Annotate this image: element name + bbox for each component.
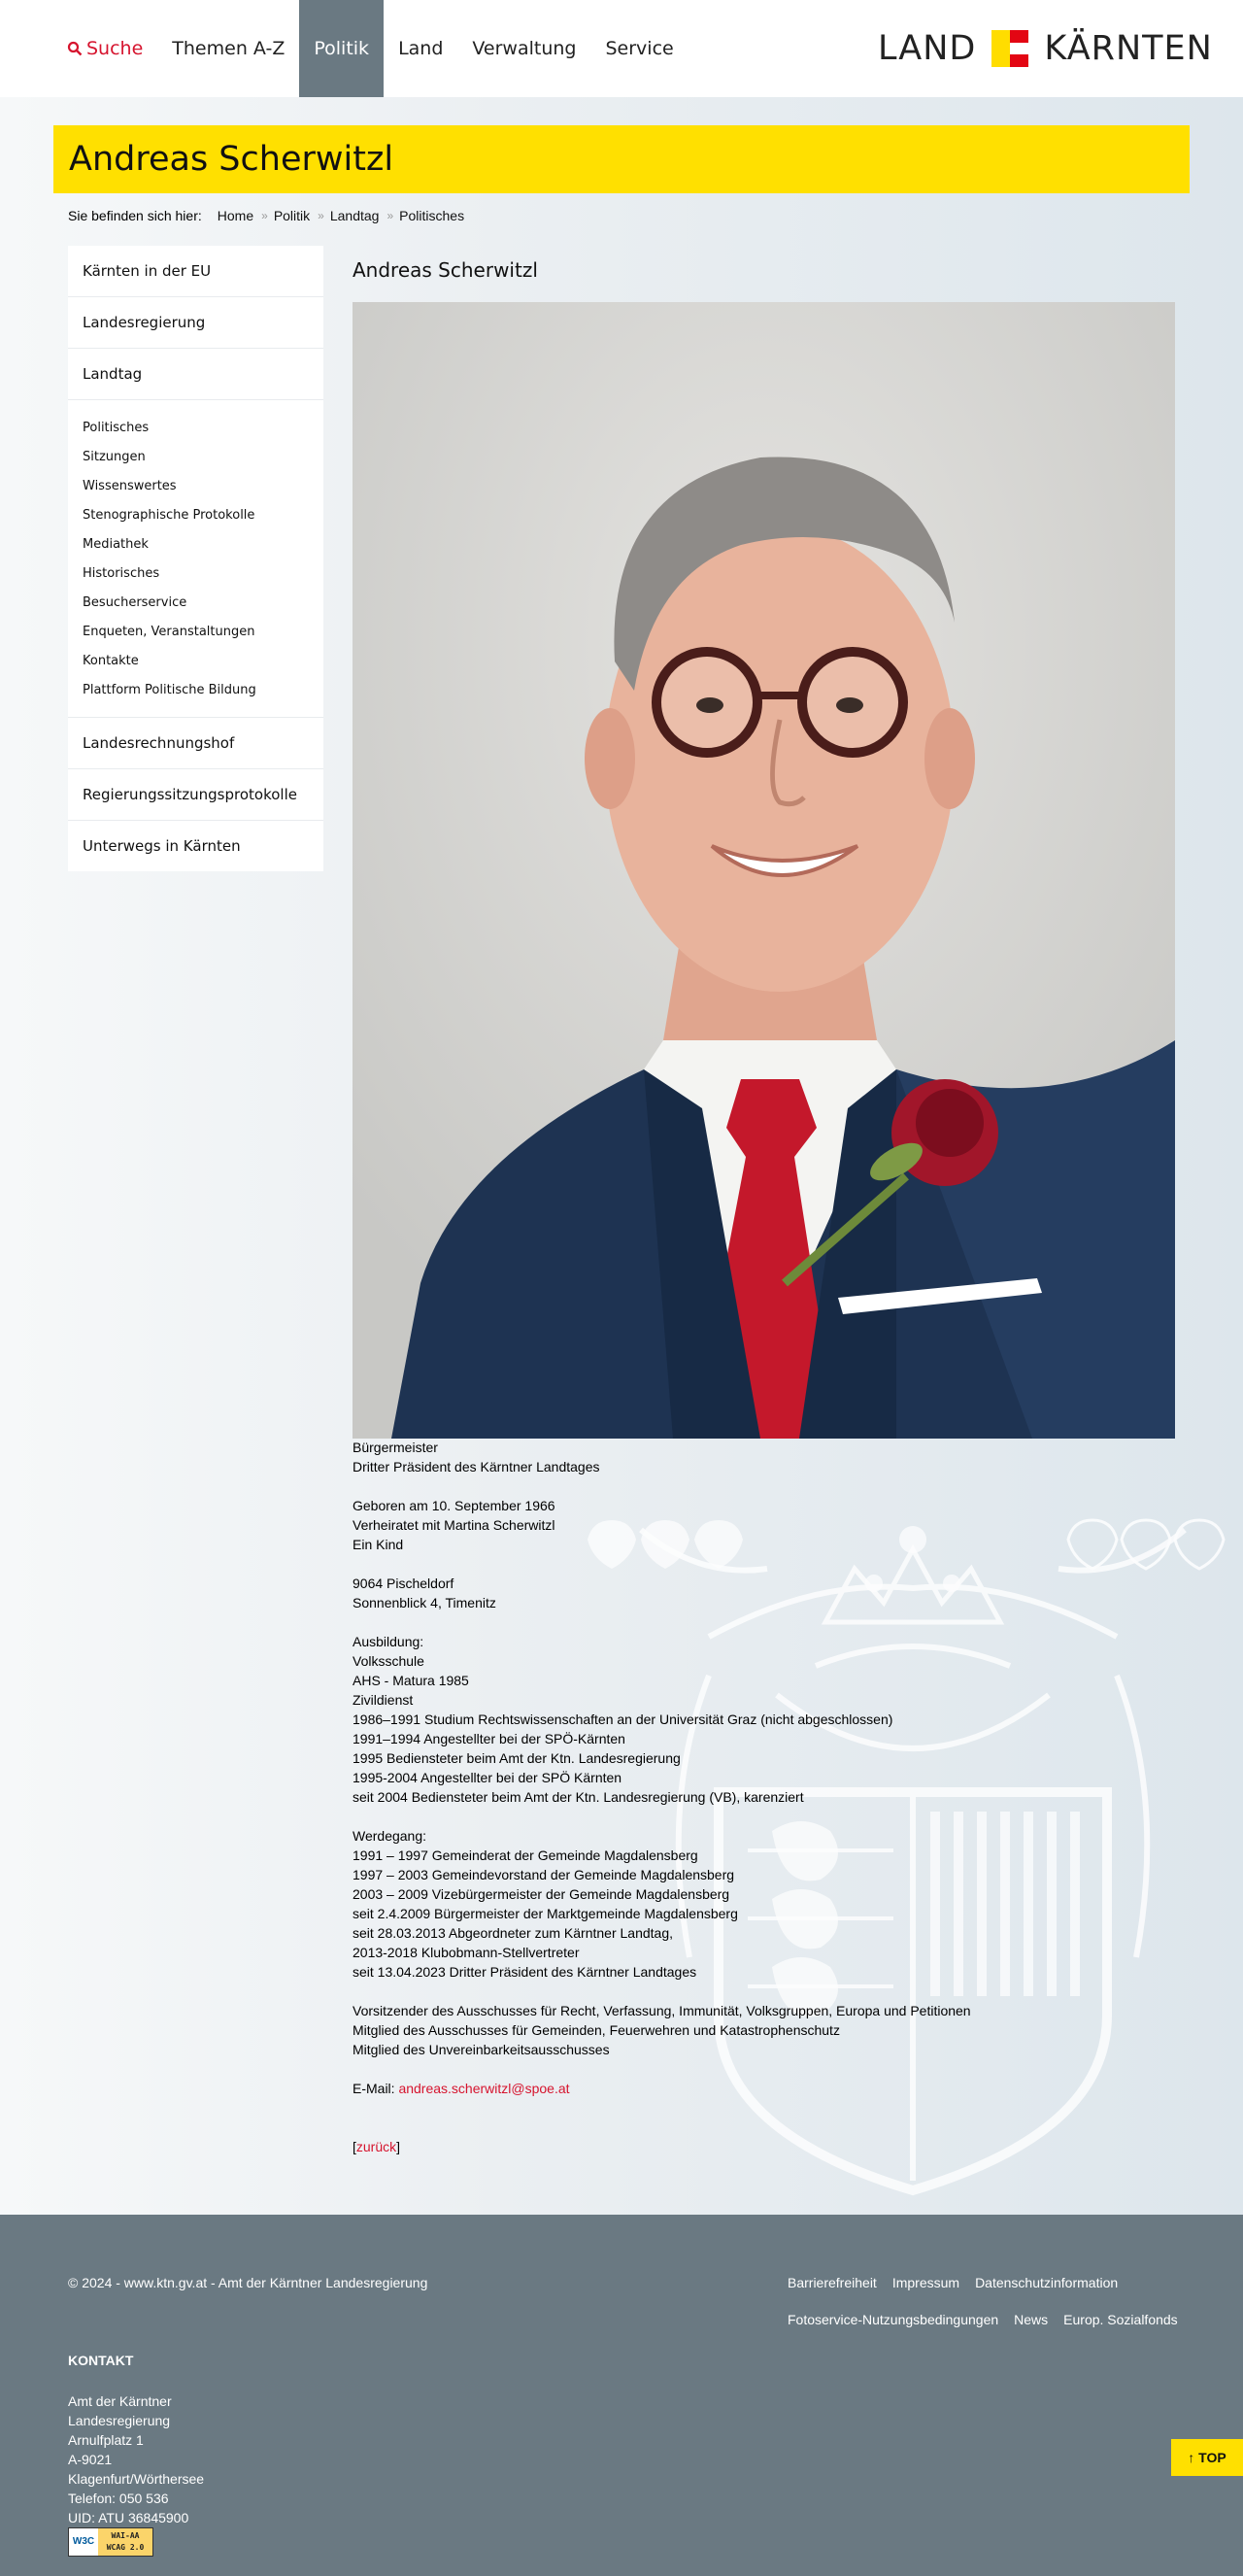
- w3c-logo: W3C: [69, 2528, 98, 2556]
- sidebar-sub-sitzungen[interactable]: Sitzungen: [83, 450, 146, 464]
- bio-line: 1991 – 1997 Gemeinderat der Gemeinde Magdalensberg: [353, 1847, 698, 1863]
- kontakt-line: Landesregierung: [68, 2413, 171, 2428]
- kontakt-line: Klagenfurt/Wörthersee: [68, 2471, 205, 2487]
- nav-search[interactable]: [52, 0, 157, 97]
- logo-text-left: LAND: [878, 29, 977, 68]
- sidebar-sub-protokolle[interactable]: Stenographische Protokolle: [83, 508, 255, 523]
- biography: [353, 1438, 1178, 2176]
- bio-line: 1997 – 2003 Gemeindevorstand der Gemeinde Magdalensberg: [353, 1867, 735, 1882]
- bio-line: Mitglied des Unvereinbarkeitsausschusses: [353, 2042, 610, 2057]
- nav-themen[interactable]: Themen A-Z: [172, 38, 286, 59]
- breadcrumb: [68, 208, 464, 223]
- bio-line: Bürgermeister: [353, 1440, 438, 1455]
- bio-line: 1995 Bediensteter beim Amt der Ktn. Landesregierung: [353, 1750, 681, 1766]
- kontakt-line: UID: ATU 36845900: [68, 2510, 189, 2525]
- portrait-photo: [353, 302, 1175, 1439]
- sidebar-item-landesregierung[interactable]: Landesregierung: [68, 297, 323, 349]
- logo-text-right: KÄRNTEN: [1044, 29, 1213, 68]
- breadcrumb-landtag[interactable]: Landtag: [329, 208, 380, 223]
- header: [0, 0, 1243, 97]
- bio-line: Geboren am 10. September 1966: [353, 1498, 555, 1513]
- bio-line: Sonnenblick 4, Timenitz: [353, 1595, 496, 1610]
- bio-line: Mitglied des Ausschusses für Gemeinden, Feuerwehren und Katastrophenschutz: [353, 2022, 840, 2038]
- chevron-right-icon: »: [386, 209, 394, 222]
- search-icon: [67, 41, 83, 56]
- footer-link-sozialfonds[interactable]: Europ. Sozialfonds: [1063, 2312, 1178, 2327]
- main-nav: [52, 0, 689, 97]
- bio-line: Ein Kind: [353, 1537, 404, 1552]
- sidebar-sub-politisches[interactable]: Politisches: [83, 421, 150, 435]
- bio-line: Dritter Präsident des Kärntner Landtages: [353, 1459, 600, 1474]
- footer-kontakt-title: KONTAKT: [68, 2353, 134, 2368]
- sidebar-submenu: [68, 400, 323, 718]
- sidebar-sub-plattform[interactable]: Plattform Politische Bildung: [83, 683, 256, 697]
- bio-block-ausschuesse: [353, 2001, 1178, 2059]
- email-label: E-Mail:: [353, 2081, 395, 2096]
- bio-line: Zivildienst: [353, 1692, 414, 1708]
- footer-link-impressum[interactable]: Impressum: [891, 2275, 960, 2290]
- bio-line: seit 2004 Bediensteter beim Amt der Ktn. Landesregierung (VB), karenziert: [353, 1789, 804, 1805]
- bio-block-werdegang: [353, 1826, 1178, 1982]
- back-bracket-close: ]: [396, 2139, 401, 2154]
- footer-kontakt-address: [68, 2391, 204, 2527]
- sidebar-item-kaernten-eu[interactable]: Kärnten in der EU: [68, 246, 323, 297]
- bio-line: 9064 Pischeldorf: [353, 1576, 454, 1591]
- kontakt-line: Amt der Kärntner: [68, 2393, 172, 2409]
- bio-line: Volksschule: [353, 1653, 424, 1669]
- bio-line: seit 13.04.2023 Dritter Präsident des Kärntner Landtages: [353, 1964, 697, 1980]
- footer-copyright: © 2024 - www.ktn.gv.at - Amt der Kärntner Landesregierung: [68, 2275, 428, 2290]
- bio-block-personal: [353, 1496, 1178, 1554]
- breadcrumb-home[interactable]: Home: [217, 208, 254, 223]
- bio-block-role: [353, 1438, 1178, 1476]
- bio-line: AHS - Matura 1985: [353, 1673, 469, 1688]
- nav-search-label: Suche: [86, 38, 144, 59]
- bio-line: 1991–1994 Angestellter bei der SPÖ-Kärnten: [353, 1731, 625, 1746]
- footer-link-datenschutz[interactable]: Datenschutzinformation: [975, 2275, 1119, 2290]
- wcag-level-text: WAI-AA: [111, 2531, 140, 2540]
- bio-line: 2003 – 2009 Vizebürgermeister der Gemeinde Magdalensberg: [353, 1886, 730, 1902]
- chevron-right-icon: »: [261, 209, 268, 222]
- content-heading: Andreas Scherwitzl: [353, 258, 538, 282]
- bio-line: 1986–1991 Studium Rechtswissenschaften an der Universität Graz (nicht abgeschlossen): [353, 1712, 893, 1727]
- wcag-version-text: WCAG 2.0: [106, 2543, 145, 2552]
- email-link[interactable]: andreas.scherwitzl@spoe.at: [398, 2081, 570, 2096]
- sidebar-sub-besucherservice[interactable]: Besucherservice: [83, 595, 187, 610]
- sidebar-item-landesrechnungshof[interactable]: Landesrechnungshof: [68, 718, 323, 769]
- bio-email-row: [353, 2079, 1178, 2098]
- sidebar-item-landtag[interactable]: Landtag: [68, 349, 323, 400]
- nav-land[interactable]: Land: [398, 38, 444, 59]
- sidebar-item-regierungssitzungsprotokolle[interactable]: Regierungssitzungsprotokolle: [68, 769, 323, 821]
- sidebar-nav: [68, 246, 323, 871]
- bio-line: Ausbildung:: [353, 1634, 424, 1649]
- bio-block-address: [353, 1574, 1178, 1612]
- kontakt-line: Arnulfplatz 1: [68, 2432, 144, 2448]
- nav-politik[interactable]: Politik: [299, 0, 384, 97]
- bio-line: Werdegang:: [353, 1828, 427, 1844]
- back-link[interactable]: zurück: [355, 2139, 397, 2154]
- kontakt-line: A-9021: [68, 2452, 113, 2467]
- nav-verwaltung[interactable]: Verwaltung: [472, 38, 577, 59]
- footer-link-fotoservice[interactable]: Fotoservice-Nutzungsbedingungen: [788, 2312, 999, 2327]
- wcag-badge[interactable]: [68, 2527, 153, 2557]
- footer: [0, 2215, 1243, 2576]
- footer-link-news[interactable]: News: [1014, 2312, 1049, 2327]
- page-title: Andreas Scherwitzl: [69, 140, 394, 179]
- back-to-top-button[interactable]: ↑ TOP: [1171, 2439, 1243, 2476]
- page-title-banner: [53, 125, 1190, 193]
- footer-link-barrierefreiheit[interactable]: Barrierefreiheit: [788, 2275, 877, 2290]
- sidebar-sub-enqueten[interactable]: Enqueten, Veranstaltungen: [83, 625, 255, 639]
- wcag-level: [98, 2528, 152, 2556]
- bio-line: seit 28.03.2013 Abgeordneter zum Kärntner Landtag,: [353, 1925, 674, 1941]
- footer-links: [788, 2275, 1195, 2349]
- bio-block-ausbildung: [353, 1632, 1178, 1807]
- sidebar-sub-kontakte[interactable]: Kontakte: [83, 654, 139, 668]
- back-row: [353, 2137, 1178, 2156]
- logo-mark-icon: [991, 30, 1028, 67]
- sidebar-sub-mediathek[interactable]: Mediathek: [83, 537, 149, 552]
- breadcrumb-politisches[interactable]: Politisches: [399, 208, 465, 223]
- nav-service[interactable]: Service: [605, 38, 674, 59]
- breadcrumb-politik[interactable]: Politik: [273, 208, 311, 223]
- sidebar-sub-historisches[interactable]: Historisches: [83, 566, 160, 581]
- bio-line: 2013-2018 Klubobmann-Stellvertreter: [353, 1945, 580, 1960]
- chevron-right-icon: »: [318, 209, 324, 222]
- sidebar-sub-wissenswertes[interactable]: Wissenswertes: [83, 479, 177, 493]
- sidebar-item-unterwegs[interactable]: Unterwegs in Kärnten: [83, 837, 241, 855]
- back-bracket-open: [: [353, 2139, 356, 2154]
- bio-line: Verheiratet mit Martina Scherwitzl: [353, 1517, 555, 1533]
- bio-line: Vorsitzender des Ausschusses für Recht, Verfassung, Immunität, Volksgruppen, Europa und Petitionen: [353, 2003, 971, 2018]
- bio-line: seit 2.4.2009 Bürgermeister der Marktgemeinde Magdalensberg: [353, 1906, 738, 1921]
- bio-line: 1995-2004 Angestellter bei der SPÖ Kärnten: [353, 1770, 622, 1785]
- main-content: [353, 258, 1178, 2154]
- breadcrumb-lead: Sie befinden sich hier:: [68, 208, 202, 223]
- kontakt-line: Telefon: 050 536: [68, 2491, 169, 2506]
- site-logo[interactable]: [878, 29, 1213, 68]
